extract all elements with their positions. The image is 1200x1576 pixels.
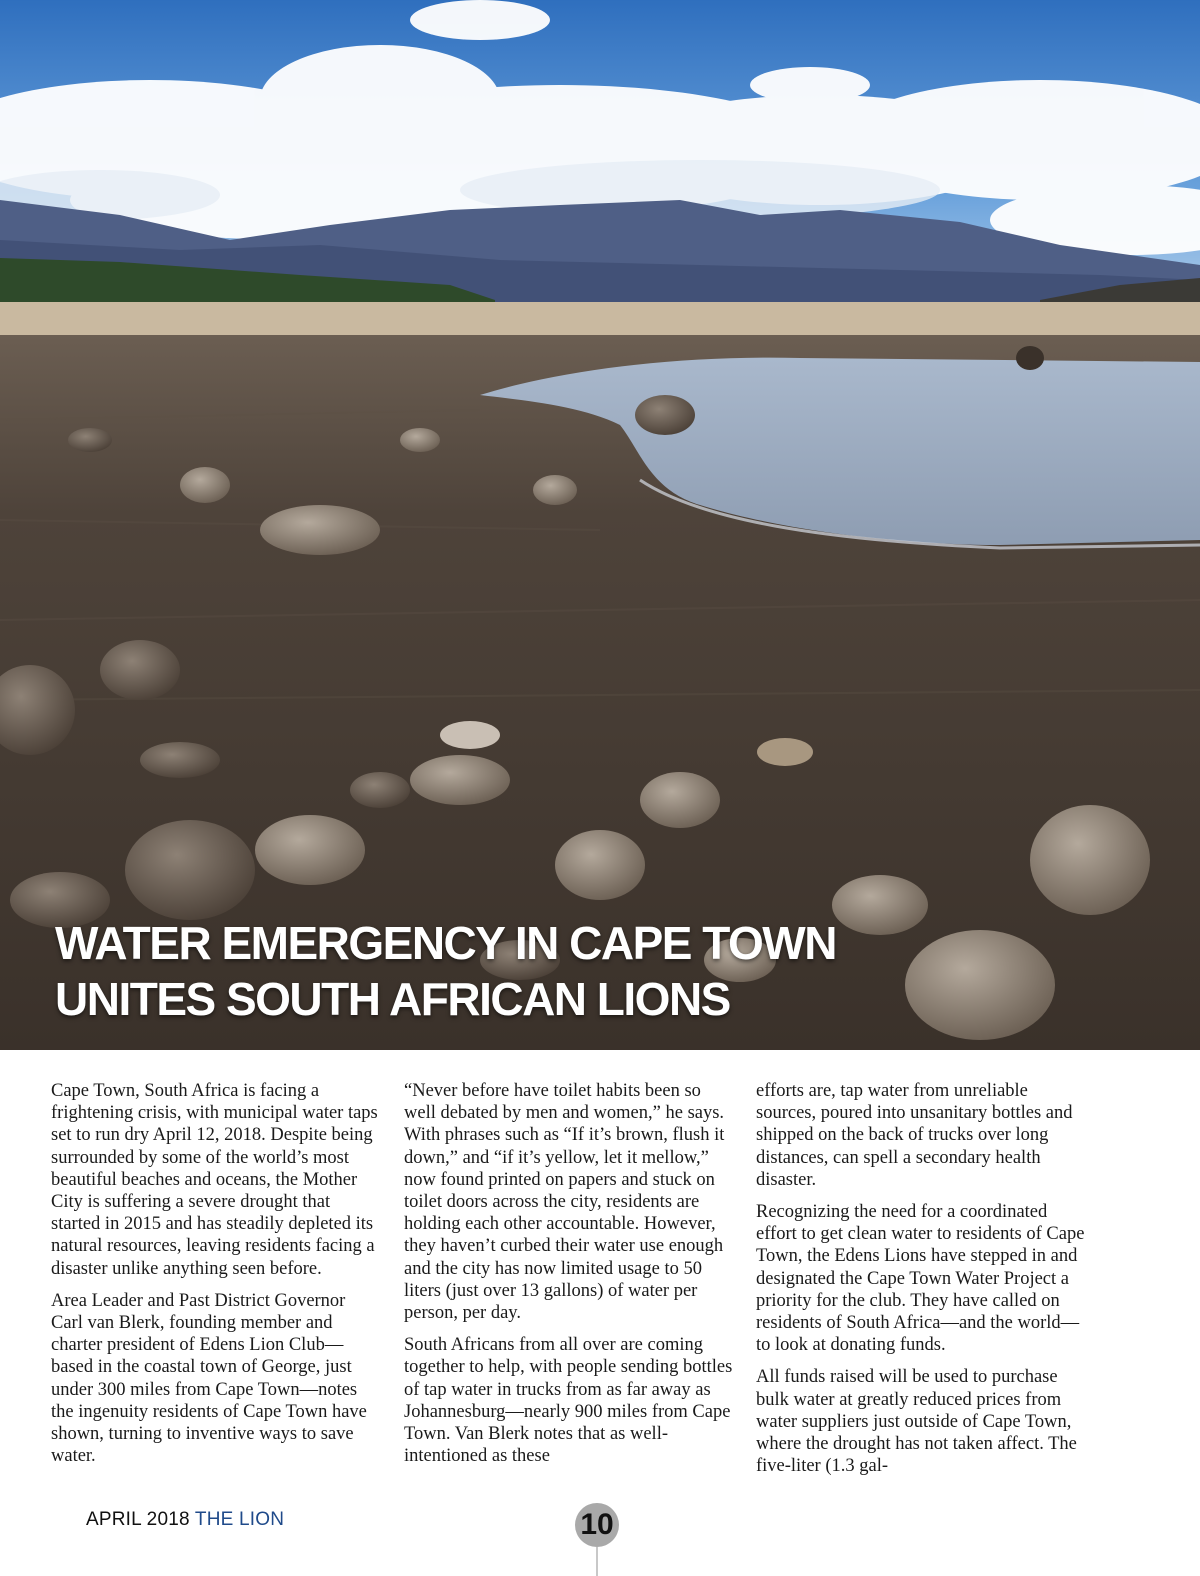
page-divider [596, 1547, 598, 1576]
issue-date: APRIL 2018 [86, 1509, 190, 1530]
paragraph: Recognizing the need for a coordinated effort to get clean water to residents of Cape Town, the Edens Lions have stepped in and designated the Cape Town Water Project a priority for the club. They have called on residents of South Africa—and the world—to look at donating funds. [756, 1202, 1085, 1356]
article-column-1 [51, 1080, 381, 1477]
article-body [51, 1080, 1151, 1500]
page-footer [86, 1509, 284, 1531]
paragraph: All funds raised will be used to purchase bulk water at greatly reduced prices from water suppliers just outside of Cape Town, where the drought has not taken affect. The five-liter (1.3 gal- [756, 1367, 1077, 1477]
paragraph: efforts are, tap water from unreliable sources, poured into unsanitary bottles and shipped on the back of trucks over long distances, can spell a secondary health disaster. [756, 1081, 1073, 1190]
article-column-2 [404, 1080, 734, 1477]
headline-line-1: WATER EMERGENCY IN CAPE TOWN [55, 917, 836, 969]
paragraph: Cape Town, South Africa is facing a frightening crisis, with municipal water taps set to run dry April 12, 2018. Despite being surrounded by some of the world’s most beautiful beaches and oceans, the Mother City is suffering a severe drought that started in 2015 and has steadily depleted its natural resources, leaving residents facing a disaster unlike anything seen before. [51, 1081, 378, 1279]
paragraph: “Never before have toilet habits been so well debated by men and women,” he says. With phrases such as “If it’s brown, flush it down,” and “if it’s yellow, let it mellow,” now found printed on papers and stuck on toilet doors across the city, residents are holding each other accountable. However, they haven’t curbed their water use enough and the city has now limited usage to 50 liters (just over 13 gallons) of water per person, per day. [404, 1081, 725, 1324]
publication-name: THE LION [194, 1509, 285, 1530]
page-number: 10 [575, 1503, 619, 1547]
paragraph: South Africans from all over are coming together to help, with people sending bottles of tap water in trucks from as far away as Johannesburg—nearly 900 miles from Cape Town. Van Blerk notes that as well-intentioned as these [404, 1335, 733, 1467]
headline-line-2: UNITES SOUTH AFRICAN LIONS [55, 973, 730, 1025]
article-headline [55, 915, 836, 1027]
article-column-3 [756, 1080, 1086, 1487]
paragraph: Area Leader and Past District Governor Carl van Blerk, founding member and charter president of Edens Lion Club—based in the coastal town of George, just under 300 miles from Cape Town—notes the ingenuity residents of Cape Town have shown, turning to inventive ways to save water. [51, 1290, 367, 1467]
